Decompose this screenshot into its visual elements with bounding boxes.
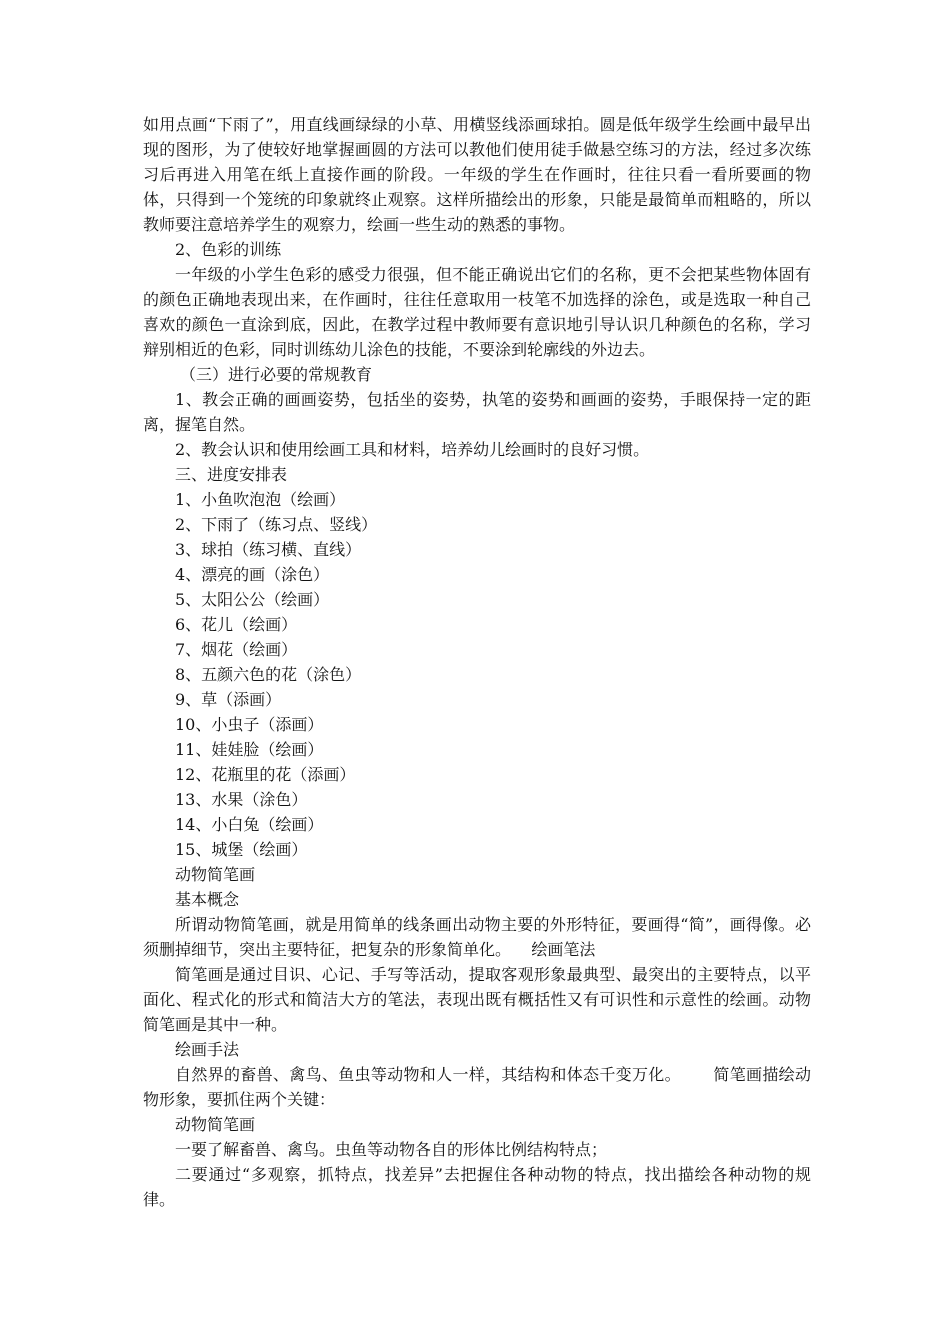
paragraph: 2、教会认识和使用绘画工具和材料，培养幼儿绘画时的良好习惯。 [175,440,650,459]
list-item: 3、球拍（练习横、直线） [175,540,362,559]
list-item: 10、小虫子（添画） [175,715,324,734]
list-item: 7、烟花（绘画） [175,640,298,659]
paragraph: 1、教会正确的画画姿势，包括坐的姿势，执笔的姿势和画画的姿势，手眼保持一定的距离，握笔自然。 [143,390,811,434]
list-item: 12、花瓶里的花（添画） [175,765,356,784]
paragraph: 二要通过“多观察，抓特点，找差异”去把握住各种动物的特点，找出描绘各种动物的规律。 [143,1165,811,1209]
section-heading: 动物简笔画 [175,865,256,884]
paragraph: 如用点画“下雨了”，用直线画绿绿的小草、用横竖线添画球拍。圆是低年级学生绘画中最早出现的图形，为了使较好地掌握画圆的方法可以教他们使用徒手做悬空练习的方法，经过多次练习后再进入用笔在纸上直接作画的阶段。一年级的学生在作画时，往往只看一看所要画的物体，只得到一个笼统的印象就终止观察。这样所描绘出的形象，只能是最简单而粗略的，所以教师要注意培养学生的观察力，绘画一些生动的熟悉的事物。 [143,115,811,234]
paragraph: 自然界的畜兽、禽鸟、鱼虫等动物和人一样，其结构和体态千变万化。 简笔画描绘动物形象，要抓住两个关键： [143,1065,811,1109]
list-item: 11、娃娃脸（绘画） [175,740,324,759]
paragraph: 一年级的小学生色彩的感受力很强，但不能正确说出它们的名称，更不会把某些物体固有的颜色正确地表现出来，在作画时，往往任意取用一枝笔不加选择的涂色，或是选取一种自己喜欢的颜色一直涂到底，因此，在教学过程中教师要有意识地引导认识几种颜色的名称，学习辩别相近的色彩，同时训练幼儿涂色的技能，不要涂到轮廓线的外边去。 [143,265,811,359]
list-item: 2、下雨了（练习点、竖线） [175,515,378,534]
list-item: 9、草（添画） [175,690,282,709]
list-item: 1、小鱼吹泡泡（绘画） [175,490,346,509]
paragraph: 简笔画是通过目识、心记、手写等活动，提取客观形象最典型、最突出的主要特点，以平面化、程式化的形式和简洁大方的笔法，表现出既有概括性又有可识性和示意性的绘画。动物简笔画是其中一种。 [143,965,811,1034]
section-heading: 三、进度安排表 [175,465,288,484]
section-heading: 基本概念 [175,890,240,909]
list-item: 13、水果（涂色） [175,790,308,809]
section-heading: （三）进行必要的常规教育 [180,365,373,384]
list-item: 8、五颜六色的花（涂色） [175,665,362,684]
section-heading: 动物简笔画 [175,1115,256,1134]
document-page [143,112,811,1212]
list-item: 6、花儿（绘画） [175,615,298,634]
section-heading: 绘画手法 [175,1040,240,1059]
section-heading: 2、色彩的训练 [175,240,282,259]
list-item: 15、城堡（绘画） [175,840,308,859]
list-item: 5、太阳公公（绘画） [175,590,330,609]
list-item: 14、小白兔（绘画） [175,815,324,834]
paragraph: 所谓动物简笔画，就是用简单的线条画出动物主要的外形特征，要画得“简”，画得像。必须删掉细节，突出主要特征，把复杂的形象简单化。 绘画笔法 [143,915,811,959]
list-item: 4、漂亮的画（涂色） [175,565,330,584]
paragraph: 一要了解畜兽、禽鸟。虫鱼等动物各自的形体比例结构特点； [175,1140,608,1159]
